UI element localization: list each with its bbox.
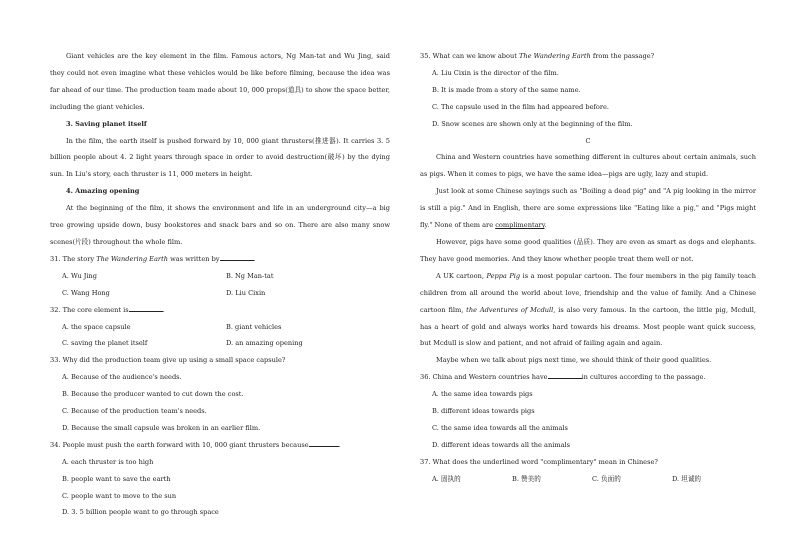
option-b[interactable]: B. 赞美的 xyxy=(512,474,541,483)
option-c[interactable]: C. people want to move to the sun xyxy=(62,491,177,500)
option-c[interactable]: C. Wang Hong xyxy=(62,288,110,297)
paragraph-giant-vehicles: Giant vehicles are the key element in the film. Famous actors, Ng Man-tat and Wu Jing, said they could not even imagine what these vehicles would be like before filming, because the idea was far ahead of our time. The production team made about 10, 000 props(道具) to show the space better, including the giant vehicles. xyxy=(50,52,390,111)
option-c[interactable]: C. 负面的 xyxy=(592,474,621,483)
paragraph-conclusion: Maybe when we talk about pigs next time, we should think of their good qualities. xyxy=(436,356,712,365)
question-31: 31. The story The Wandering Earth was written by . xyxy=(50,254,256,263)
options-37 xyxy=(420,471,756,488)
answer-blank xyxy=(309,439,339,447)
right-column xyxy=(420,48,756,488)
answer-blank xyxy=(129,304,163,312)
paragraph-sayings: Just look at some Chinese sayings such as "Boiling a dead pig" and "A pig looking in the mirror is still a pig." And in English, there are some expressions like "Eating like a pig," and "Pigs might fly." None of them are complimentary. xyxy=(420,187,756,230)
paragraph-thrusters: In the film, the earth itself is pushed forward by 10, 000 giant thrusters(推进器). It carries 3. 5 billion people about 4. 2 light years through space in order to avoid destruction(破坏) by the dying sun. In Liu's story, each thruster is 11, 000 meters in height. xyxy=(50,136,390,179)
option-b[interactable]: B. Ng Man-tat xyxy=(226,271,274,280)
option-d[interactable]: D. different ideas towards all the animals xyxy=(432,440,570,449)
option-b[interactable]: B. It is made from a story of the same name. xyxy=(432,85,581,94)
option-c[interactable]: C. Because of the production team's needs. xyxy=(62,407,207,416)
option-d[interactable]: D. 坦诚的 xyxy=(672,474,702,483)
underlined-word: complimentary xyxy=(495,221,545,230)
answer-blank xyxy=(220,253,254,261)
option-a[interactable]: A. Because of the audience's needs. xyxy=(62,373,182,382)
paragraph-good-qualities: However, pigs have some good qualities (品质). They are even as smart as dogs and elephants. They have good memories. And they know whether people treat them well or not. xyxy=(420,237,756,263)
question-32: 32. The core element is . xyxy=(50,305,165,314)
paragraph-cartoons: A UK cartoon, Peppa Pig is a most popular cartoon. The four members in the pig family teach children from all around the world about love, friendship and the value of family. And a Chinese cartoon film, the Adventures of Mcdull, is also very famous. In the cartoon, the little pig, Mcdull, has a heart of gold and always works hard towards his dreams. Most people want quick success, but Mcdull is slow and patient, and not afraid of failing again and again. xyxy=(420,271,756,348)
paragraph-opening: At the beginning of the film, it shows the environment and life in an underground city—a big tree growing upside down, busy bookstores and snack bars and so on. There are also many snow scenes(片段) throughout the whole film. xyxy=(50,204,390,246)
option-a[interactable]: A. the same idea towards pigs xyxy=(432,390,533,399)
question-36: 36. China and Western countries have in cultures according to the passage. xyxy=(420,373,706,382)
option-d[interactable]: D. Snow scenes are shown only at the beginning of the film. xyxy=(432,119,633,128)
heading-saving-planet: 3. Saving planet itself xyxy=(66,119,147,128)
option-c[interactable]: C. the same idea towards all the animals xyxy=(432,423,568,432)
option-d[interactable]: D. Liu Cixin xyxy=(226,288,266,297)
option-d[interactable]: D. an amazing opening xyxy=(226,339,303,348)
options-32-row1 xyxy=(50,319,390,336)
option-a[interactable]: A. 固执的 xyxy=(432,474,461,483)
option-a[interactable]: A. Wu Jing xyxy=(62,271,98,280)
question-34: 34. People must push the earth forward with 10, 000 giant thrusters because . xyxy=(50,440,341,449)
option-b[interactable]: B. Because the producer wanted to cut down the cost. xyxy=(62,390,244,399)
option-a[interactable]: A. each thruster is too high xyxy=(62,457,154,466)
option-b[interactable]: B. giant vehicles xyxy=(226,322,282,331)
question-33: 33. Why did the production team give up using a small space capsule? xyxy=(50,356,286,365)
heading-amazing-opening: 4. Amazing opening xyxy=(66,187,140,196)
option-d[interactable]: D. Because the small capsule was broken in an earlier film. xyxy=(62,423,261,432)
left-column xyxy=(50,48,390,521)
paragraph-cultures: China and Western countries have something different in cultures about certain animals, such as pigs. When it comes to pigs, we have the same idea—pigs are ugly, lazy and stupid. xyxy=(420,153,756,179)
option-c[interactable]: C. The capsule used in the film had appeared before. xyxy=(432,102,610,111)
option-a[interactable]: A. the space capsule xyxy=(62,322,131,331)
section-label: C xyxy=(585,136,591,145)
option-d[interactable]: D. 3. 5 billion people want to go through space xyxy=(62,508,219,517)
options-32-row2 xyxy=(50,335,390,352)
question-37: 37. What does the underlined word "complimentary" mean in Chinese? xyxy=(420,457,658,466)
options-31-row2 xyxy=(50,285,390,302)
option-a[interactable]: A. Liu Cixin is the director of the film. xyxy=(432,68,559,77)
answer-blank xyxy=(548,371,582,379)
option-b[interactable]: B. different ideas towards pigs xyxy=(432,407,535,416)
options-31-row1 xyxy=(50,268,390,285)
question-35: 35. What can we know about The Wandering Earth from the passage? xyxy=(420,52,655,60)
option-c[interactable]: C. saving the planet itself xyxy=(62,339,148,348)
option-b[interactable]: B. people want to save the earth xyxy=(62,474,171,483)
